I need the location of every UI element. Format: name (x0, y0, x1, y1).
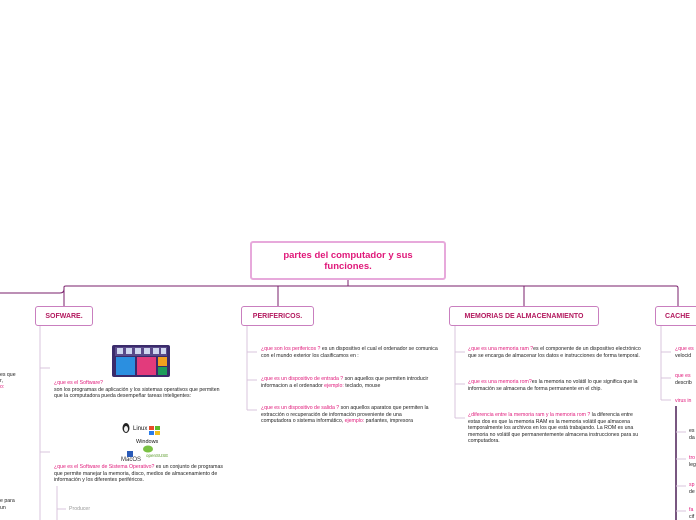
memorias-topic-2[interactable] (468, 379, 643, 392)
perifericos-a2: son aquellos que permiten introducir informacion a el ordenador (261, 376, 429, 389)
memorias-q2: ¿que es una memoria rom? (468, 379, 532, 385)
left-fragment: o: (0, 384, 5, 390)
software-topic-1[interactable] (54, 380, 229, 400)
category-cache-label: CACHE (665, 312, 690, 320)
opensuse-logo-text: openSUSE (146, 453, 169, 458)
category-software[interactable] (35, 306, 93, 326)
perifericos-ex2-label: ejemplo: (324, 382, 344, 389)
software-q1: ¿que es el Software? (54, 380, 104, 386)
software-topic-2[interactable] (54, 464, 232, 484)
category-software-label: SOFWARE. (45, 312, 83, 320)
linux-logo-text: Linux (133, 426, 148, 432)
macos-logo-text: MacOS (121, 457, 142, 463)
category-memorias[interactable] (449, 306, 599, 326)
cache-a2: describ (675, 379, 692, 386)
perifericos-topic-1[interactable] (261, 346, 439, 359)
cache-topic-2[interactable] (675, 373, 692, 386)
category-cache[interactable] (655, 306, 696, 326)
software-a2: es un conjunto de programas que permite manejar la memoria, disco, medios de almacenamiento de información y los diferentes periféricos. (54, 464, 223, 483)
software-q2: ¿que es el Software de Sistema Operativo? (54, 464, 155, 470)
cache-sub2-q: tro (689, 455, 696, 461)
cache-sub2-text: leg (689, 461, 696, 468)
cache-sub1-text: es (689, 428, 695, 434)
category-memorias-label: MEMORIAS DE ALMACENAMIENTO (464, 312, 584, 320)
perifericos-q1: ¿que son los perifericos ? (261, 346, 321, 352)
left-fragment: es que (0, 372, 16, 378)
cache-sub3-text: de (689, 488, 695, 495)
cache-q2: que es (675, 373, 691, 379)
root-topic[interactable] (250, 241, 446, 280)
memorias-a2: es la memoria no volátil lo que significa que la información se almacena de forma permanente en el chip. (468, 379, 638, 392)
perifericos-q3: ¿que es un dispositivo de salida ? (261, 405, 340, 411)
perifericos-ex2: teclado, mouse (343, 382, 381, 389)
perifericos-ex3: parlantes, impresora (364, 418, 413, 424)
software-a1: son los programas de aplicación y los sistemas operativos que permiten que la computadora pueda desempeñar tareas inteligentes: (54, 386, 220, 399)
cache-subtopic-4[interactable] (689, 507, 694, 520)
os-logos-image (121, 423, 168, 463)
perifericos-q2: ¿que es un dispositivo de entrada ? (261, 376, 344, 382)
cache-subtopic-1[interactable] (689, 428, 695, 441)
cache-subtopic-3[interactable] (689, 482, 695, 495)
left-fragment: e para (0, 498, 15, 504)
cache-topic-3[interactable]: virus in (675, 398, 692, 404)
category-perifericos-label: PERIFERICOS. (252, 312, 303, 320)
root-title: partes del computador y sus funciones. (283, 249, 413, 272)
category-perifericos[interactable] (241, 306, 314, 326)
left-fragment: un (0, 505, 6, 511)
left-fragment: r, (0, 378, 3, 384)
memorias-a1: es el componente de un dispositivo electrónico que se encarga de almacenar los datos e instrucciones de forma temporal. (468, 346, 641, 359)
cache-subtopic-2[interactable] (689, 455, 696, 468)
software-subtopic-producer[interactable]: Producer (69, 506, 91, 512)
cache-sub4-q: fa (689, 507, 694, 513)
cache-sub1b-text: da (689, 434, 695, 441)
memorias-q1: ¿que es una memoria ram ? (468, 346, 534, 352)
memorias-topic-3[interactable] (468, 412, 640, 445)
perifericos-topic-3[interactable] (261, 405, 431, 425)
perifericos-ex3-label: ejemplo: (344, 418, 365, 424)
perifericos-a1: es un dispositivo el cual el ordenador se comunica con el mundo exterior los clasificamos en : (261, 346, 438, 359)
perifericos-a3: son aquellos aparatos que permiten la extracción o recuperación de información proveniente de una computadora o sistema informático, (261, 405, 429, 424)
memorias-q3: ¿diferencia entre la memoria ram y la memoria rom ? (468, 412, 591, 418)
cache-q1: ¿que es (675, 346, 694, 352)
cache-sub4-text: cif (689, 513, 695, 520)
windows-tiles-icon (112, 345, 170, 377)
perifericos-topic-2[interactable] (261, 376, 439, 389)
memorias-a3: la diferencia entre estas dos es que la memoria RAM es la memoria volátil que almacena temporalmente los archivos en los que está trabajando. La ROM es una memoria no volátil que permanentemente almacena instrucciones para su computadora. (468, 412, 639, 444)
cache-topic-1[interactable] (675, 346, 694, 359)
memorias-topic-1[interactable] (468, 346, 643, 359)
windows-logo-text: Windows (136, 439, 159, 445)
cache-sub3-q: sp (689, 482, 695, 488)
cache-a1: velocid (675, 352, 692, 359)
